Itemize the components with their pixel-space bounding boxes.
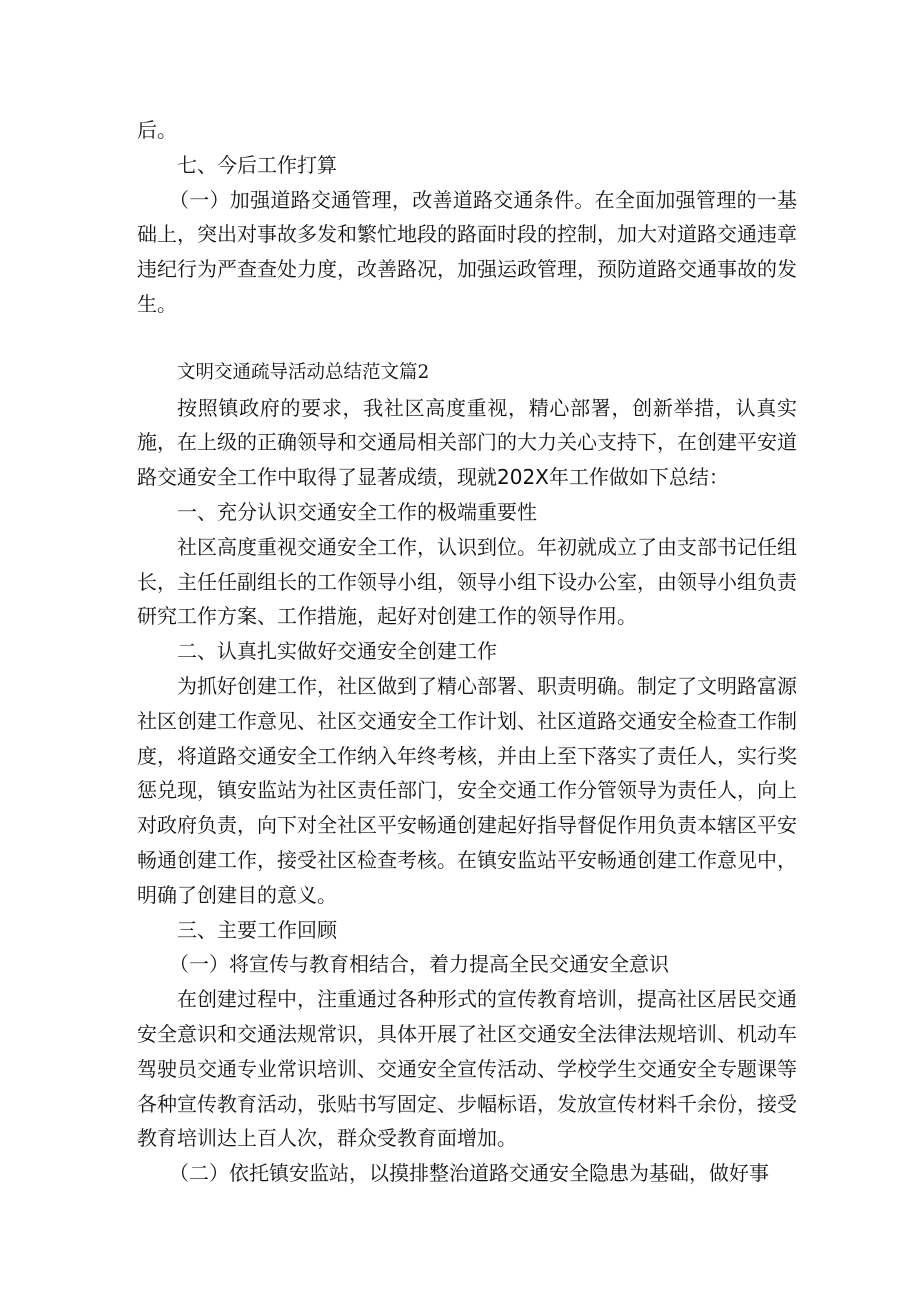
article-title: 文明交通疏导活动总结范文篇2: [177, 361, 430, 383]
subheading-hazard-inspection: （二）依托镇安监站，以摸排整治道路交通安全隐患为基础，做好事: [169, 1161, 769, 1186]
subheading-publicity-education: （一）将宣传与教育相结合，着力提高全民交通安全意识: [169, 952, 669, 977]
paragraph-intro: 按照镇政府的要求，我社区高度重视，精心部署，创新举措，认真实施，在上级的正确领导和交通局相关部门的大力关心支持下，在创建平安道路交通安全工作中取得了显著成绩，现就202X年工作做如下总结：: [137, 395, 797, 490]
paragraph-publicity-education: 在创建过程中，注重通过各种形式的宣传教育培训，提高社区居民交通安全意识和交通法规常识，具体开展了社区交通安全法律法规培训、机动车驾驶员交通专业常识培训、交通安全宣传活动、学校学生交通安全专题课等各种宣传教育活动，张贴书写固定、步幅标语，发放宣传材料千余份，接受教育培训达上百人次，群众受教育面增加。: [137, 987, 797, 1151]
section-gap: [137, 322, 797, 356]
document-body: [137, 113, 797, 1191]
heading-section-three: 三、主要工作回顾: [177, 917, 337, 942]
carryover-text: 后。: [137, 118, 177, 142]
paragraph-section-two: 为抓好创建工作，社区做到了精心部署、职责明确。制定了文明路富源社区创建工作意见、社区交通安全工作计划、社区道路交通安全检查工作制度，将道路交通安全工作纳入年终考核，并由上至下落实了责任人，实行奖惩兑现，镇安监站为社区责任部门，安全交通工作分管领导为责任人，向上对政府负责，向下对全社区平安畅通创建起好指导督促作用负责本辖区平安畅通创建工作，接受社区检查考核。在镇安监站平安畅通创建工作意见中，明确了创建目的意义。: [137, 673, 797, 907]
heading-future-plans: 七、今后工作打算: [177, 152, 337, 177]
heading-section-one: 一、充分认识交通安全工作的极端重要性: [177, 499, 537, 524]
paragraph-strengthen-management: （一）加强道路交通管理，改善道路交通条件。在全面加强管理的一基础上，突出对事故多发和繁忙地段的路面时段的控制，加大对道路交通违章违纪行为严查查处力度，改善路况，加强运政管理，预防道路交通事故的发生。: [137, 187, 797, 316]
paragraph-section-one: 社区高度重视交通安全工作，认识到位。年初就成立了由支部书记任组长，主任任副组长的工作领导小组，领导小组下设办公室，由领导小组负责研究工作方案、工作措施，起好对创建工作的领导作用。: [137, 534, 797, 629]
heading-section-two: 二、认真扎实做好交通安全创建工作: [177, 639, 497, 664]
